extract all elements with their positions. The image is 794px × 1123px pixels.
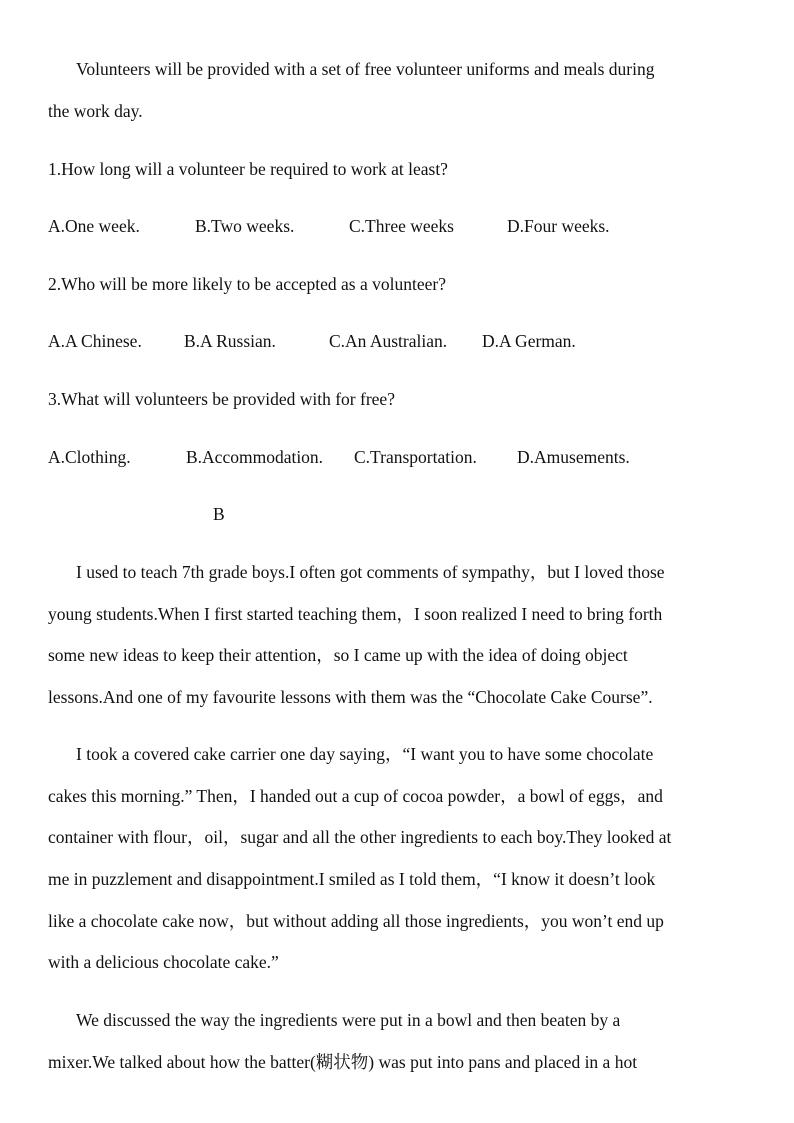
answer-option: B.Two weeks.	[195, 216, 295, 236]
answer-option: C.Transportation.	[354, 447, 477, 467]
answer-option: A.Clothing.	[48, 447, 131, 467]
answer-option: C.Three weeks	[349, 216, 454, 236]
paragraph-line: I took a covered cake carrier one day saying，“I want you to have some chocolate	[76, 744, 654, 764]
paragraph-line: mixer.We talked about how the batter(糊状物) was put into pans and placed in a hot	[48, 1052, 638, 1072]
paragraph-line: some new ideas to keep their attention，so I came up with the idea of doing object	[48, 645, 628, 665]
paragraph-line: the work day.	[48, 101, 143, 121]
answer-option: D.Four weeks.	[507, 216, 610, 236]
paragraph-line: Volunteers will be provided with a set of free volunteer uniforms and meals during	[76, 59, 655, 79]
paragraph-line: me in puzzlement and disappointment.I smiled as I told them，“I know it doesn’t look	[48, 869, 656, 889]
paragraph-line: young students.When I first started teaching them，I soon realized I need to bring forth	[48, 604, 663, 624]
question-stem: 2.Who will be more likely to be accepted as a volunteer?	[48, 274, 446, 294]
paragraph-line: container with flour，oil，sugar and all the other ingredients to each boy.They looked at	[48, 827, 672, 847]
answer-option: A.One week.	[48, 216, 140, 236]
paragraph-line: with a delicious chocolate cake.”	[48, 952, 279, 972]
paragraph-line: cakes this morning.” Then，I handed out a cup of cocoa powder，a bowl of eggs，and	[48, 786, 663, 806]
question-stem: 1.How long will a volunteer be required to work at least?	[48, 159, 448, 179]
answer-option: A.A Chinese.	[48, 331, 142, 351]
answer-option: B.Accommodation.	[186, 447, 324, 467]
answer-option: D.A German.	[482, 331, 576, 351]
answer-option: B.A Russian.	[184, 331, 276, 351]
paragraph-line: like a chocolate cake now，but without adding all those ingredients，you won’t end up	[48, 911, 664, 931]
paragraph-line: I used to teach 7th grade boys.I often got comments of sympathy，but I loved those	[76, 562, 665, 582]
question-stem: 3.What will volunteers be provided with for free?	[48, 389, 395, 409]
section-heading: B	[213, 504, 225, 524]
paragraph-line: lessons.And one of my favourite lessons with them was the “Chocolate Cake Course”.	[48, 687, 653, 707]
paragraph-line: We discussed the way the ingredients were put in a bowl and then beaten by a	[76, 1010, 621, 1030]
answer-option: D.Amusements.	[517, 447, 630, 467]
answer-option: C.An Australian.	[329, 331, 448, 351]
